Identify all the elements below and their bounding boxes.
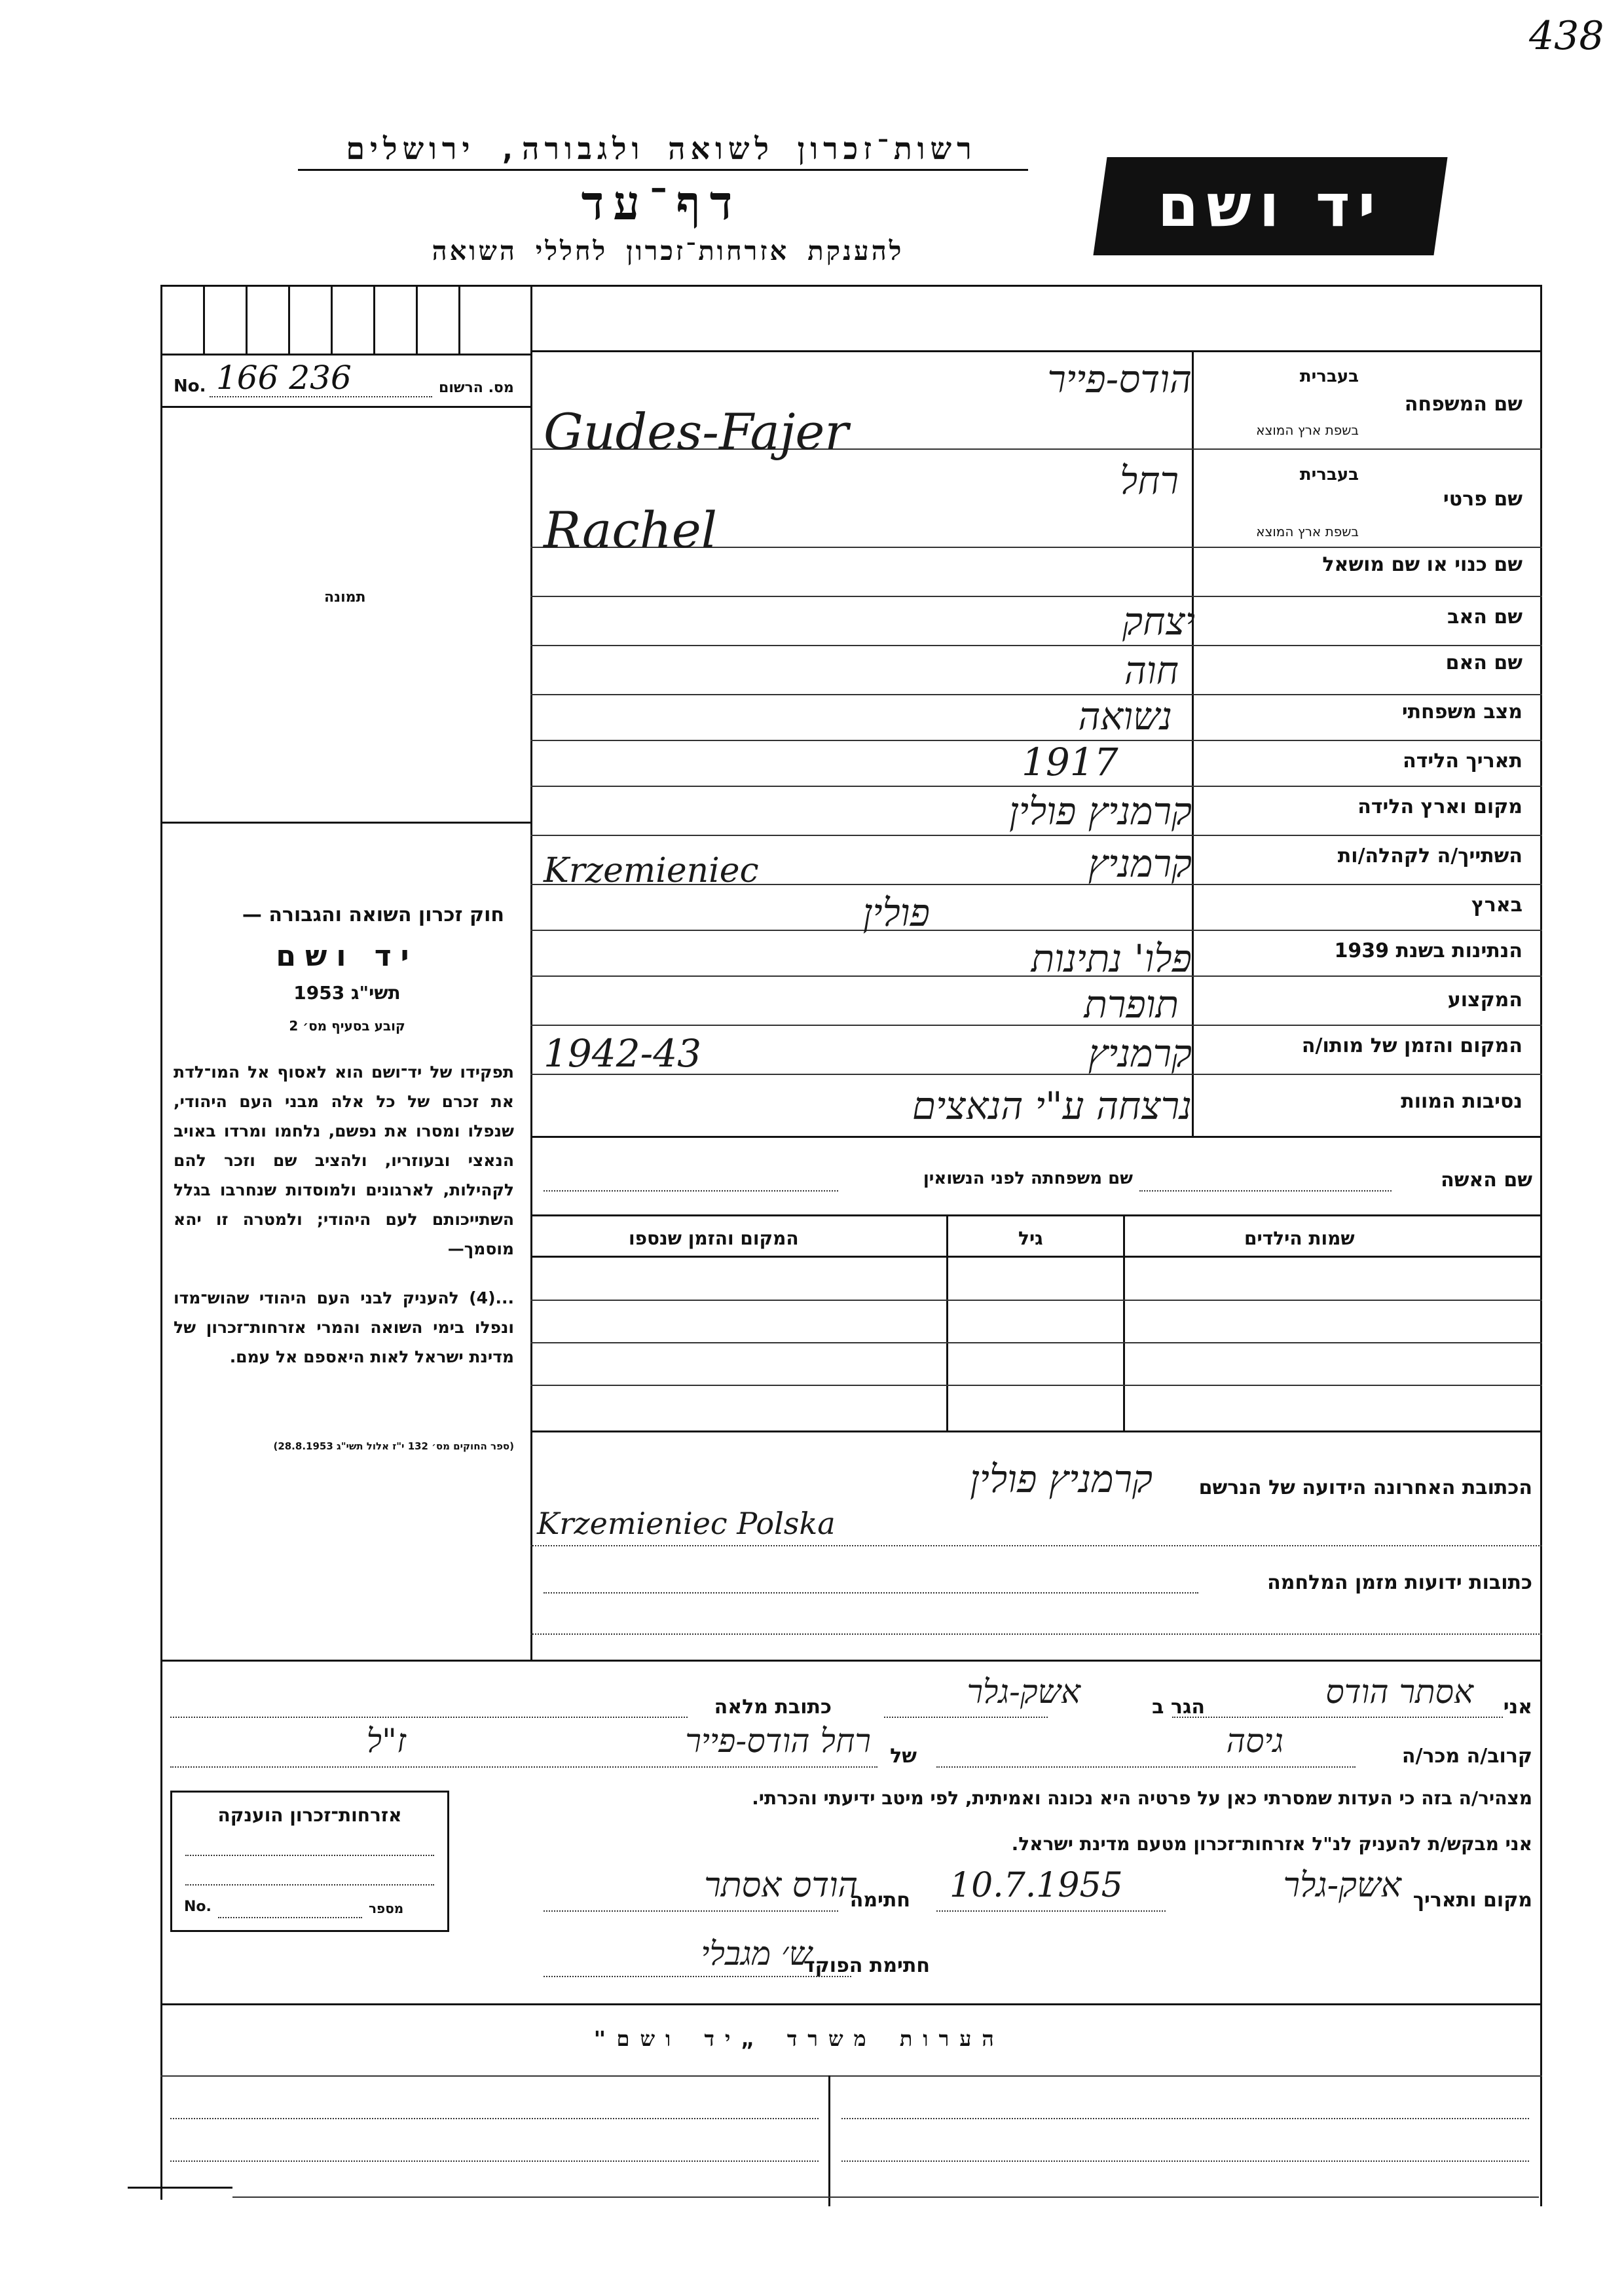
registration-he-label: מס. הרשום [439,380,514,396]
frame-rule-upper [530,350,1542,352]
registration-no-label: No. [174,376,206,396]
office-notes-line [841,2160,1529,2162]
official-signature: ש׳ מגבלי [701,1935,812,1973]
nickname-label: שם כנוי או שם מושאל [1322,553,1522,576]
relation-line [936,1766,1356,1768]
header-underline [298,169,1028,171]
top-box-line [458,285,460,354]
children-header-names: שמות הילדים [1244,1228,1355,1249]
row-rule [530,835,1542,836]
birth-date-label: תאריך הלידה [1403,750,1522,773]
top-box-line [331,285,333,354]
place-date-label: מקום ותאריך [1412,1889,1532,1912]
header-subtitle: להענקת אזרחות־זכרון לחללי השואה [432,236,904,266]
community-latin: Krzemieniec [544,851,759,890]
citizenship-1939-label: הנתינות בשנת 1939 [1334,939,1522,962]
declarant-line [170,1717,688,1718]
section-rule [160,1660,1542,1662]
last-address-hebrew: קרמניץ פולין [970,1457,1153,1501]
law-title: חוק זכרון השואה והגבורה — [242,903,504,926]
signature-label: חתימה [849,1889,910,1912]
frame-left [160,285,162,2200]
wife-maiden-label: שם משפחתה לפני הנשואין [923,1169,1133,1188]
registration-rule [160,406,530,408]
citizenship-box-line [185,1855,434,1856]
registration-number: 166 236 [216,359,352,397]
relative-note: ז"ל [366,1722,406,1760]
marital-value: נשואה [1078,694,1172,738]
request-text: אני מבקש/ת להעניק לנ"ל אזרחות־זכרון מטעם מדינת ישראל. [1011,1833,1532,1855]
children-col-divider [1123,1214,1125,1430]
law-name: יד ושם [276,939,418,973]
children-col-divider [946,1214,948,1430]
country-label: בארץ [1471,894,1522,917]
top-box-line [246,285,248,354]
last-address-latin: Krzemieniec Polska [537,1506,836,1541]
children-header-age: גיל [1018,1228,1043,1249]
office-notes-line [841,2118,1529,2119]
top-box-line [288,285,290,354]
community-label: השתייך/ה לקהלה/ות [1337,845,1522,867]
row-rule [530,645,1542,646]
row-rule [530,1025,1542,1026]
official-signature-label: חתימת הפוקד [803,1954,930,1977]
declaration-text: מצהיר/ה בזה כי העדות שמסרתי כאן על פרטיה היא נכונה ואמיתית, לפי מיטב ידיעתי והכרתי. [752,1787,1532,1809]
date-line [936,1910,1166,1912]
children-row-rule [530,1342,1542,1343]
photo-label: תמונה [324,589,366,606]
family-name-hebrew: הודס-פייר [1047,357,1192,401]
frame-bottom [128,2187,232,2189]
wartime-address-label: כתובות ידועות מזמן המלחמה [1267,1571,1532,1594]
death-date-value: 1942-43 [544,1031,702,1076]
office-notes-line [170,2118,819,2119]
first-name-label: שם פרטי [1443,488,1522,511]
wife-rule [530,1214,1542,1216]
law-text-2: ...(4) להעניק לבני העם היהודי שהוש־מדו ונפלו בימי השואה והמרי אזרחות־זכרון של מדינת ישראל לאות היאספם אל עמם. [174,1288,514,1366]
last-address-label: הכתובת האחרונה הידועה של הנרשם [1198,1476,1532,1499]
family-name-label: שם המשפחה [1404,393,1522,416]
family-name-hebrew-label: בעברית [1299,367,1359,386]
circumstances-label: נסיבות המוות [1401,1090,1522,1113]
relative-name: רחל הודס-פייר [685,1722,871,1760]
label-column-divider [1192,350,1194,1136]
children-row-rule [530,1300,1542,1301]
yad-vashem-logo [1093,157,1447,255]
children-bottom-rule [530,1430,1542,1432]
mother-value: חוה [1124,648,1179,693]
signature-line [544,1910,838,1912]
family-name-origin-label: בשפת ארץ המוצא [1256,422,1359,438]
declarant-name: אסתר הודס [1325,1673,1473,1711]
first-name-hebrew: רחל [1120,458,1179,503]
relation-value: גיסה [1226,1722,1283,1760]
citizenship-box-no-line [218,1917,362,1918]
relation-line [170,1766,877,1768]
frame-divider-left-column [530,285,532,1660]
marital-label: מצב משפחתי [1401,701,1522,723]
row-rule [530,930,1542,931]
wife-label: שם האשה [1441,1169,1532,1192]
header-authority: רשות־זכרון לשואה ולגבורה, ירושלים [346,131,977,166]
children-header-place: המקום והזמן שנספו [629,1228,799,1249]
children-header-rule [530,1256,1542,1258]
row-rule [530,596,1542,597]
citizenship-box-line [185,1884,434,1886]
last-address-dots [530,1545,1542,1546]
citizenship-1939-value: פלו' נתינות [1031,936,1192,981]
law-source: (ספר החוקים מס׳ 132 י"ז אלול תשי"ג 28.8.1953) [273,1440,514,1452]
citizenship-granted-box [170,1791,449,1932]
birth-date-value: 1917 [1022,740,1118,784]
law-clause: קובע בסעיף מס׳ 2 [289,1018,405,1034]
of-label: של [890,1745,917,1768]
office-notes-bottom-line [232,2196,1539,2198]
wartime-address-dots-2 [530,1633,1542,1635]
frame-top [160,285,1542,287]
birth-place-label: מקום וארץ הלידה [1357,795,1522,818]
top-box-line [373,285,375,354]
official-signature-line [544,1976,851,1977]
declarant-full-address-label: כתובת מלאה [714,1696,832,1719]
community-value: קרמניץ [1088,841,1192,886]
citizenship-box-title: אזרחות־זכרון הוענקה [217,1804,402,1826]
children-row-rule [530,1385,1542,1386]
header-title: דף־עד [581,175,742,230]
wartime-address-dots [544,1592,1198,1594]
profession-label: המקצוע [1447,989,1522,1011]
death-place-time-label: המקום והזמן של מותו/ה [1301,1034,1522,1057]
row-rule [530,786,1542,787]
country-value: פולין [862,890,930,935]
declarant-city: אשק-גלר [967,1673,1080,1711]
citizenship-box-he-no-label: מספר [369,1901,404,1916]
birth-place-value: קרמניץ פולין [1009,789,1192,833]
office-notes-divider [828,2075,830,2206]
signature-value: הודס אסתר [704,1866,858,1905]
first-name-hebrew-label: בעברית [1299,465,1359,484]
wife-dots [1139,1190,1392,1192]
declarant-i-label: אני [1503,1696,1532,1719]
family-name-latin: Gudes-Fajer [544,403,849,461]
photo-rule [160,822,530,824]
row-rule [530,1136,1542,1138]
office-notes-line [170,2160,819,2162]
father-label: שם האב [1447,606,1522,629]
mother-label: שם האם [1445,651,1522,674]
page-number: 438 [1529,13,1604,59]
profession-value: תופרת [1084,982,1179,1027]
place-value: אשק-גלר [1283,1866,1401,1905]
father-value: יצחק [1122,599,1195,644]
top-box-line [203,285,205,354]
office-notes-rule [160,2075,1542,2077]
law-text: תפקידו של יד־ושם הוא לאסוף אל המו־לדת את זכרם של כל אלה מבני העם היהודי, שנפלו ומסרו את נפשם, נלחמו ומרדו באויב הנאצי ובעוזריו, ולהציב שם וזכר להם לקהילות, לארגונים ולמוסדות שנחרבו בגלל השתייכותם לעם היהודי; ולמטרה זו יהא מוסמך— [174,1063,514,1258]
first-name-latin: Rachel [544,501,718,559]
citizenship-box-no-label: No. [184,1899,212,1915]
death-place-value: קרמניץ [1088,1031,1192,1076]
logo-text: יד ושם [1157,172,1384,240]
first-name-origin-label: בשפת ארץ המוצא [1256,524,1359,539]
date-value: 10.7.1955 [950,1866,1123,1905]
declarant-line [1172,1717,1503,1718]
law-year: תשי"ג 1953 [293,982,401,1004]
frame-rule-top-column [160,354,530,355]
office-notes-top-rule [160,2003,1542,2005]
declarant-resides-label: הגר ב [1152,1696,1205,1719]
registration-dots [210,396,432,397]
row-rule [530,694,1542,695]
declarant-line [884,1717,1048,1718]
top-box-line [416,285,418,354]
office-notes-label: הערות משרד „יד ושם" [593,2026,1005,2051]
wife-maiden-dots [544,1190,838,1192]
circumstances-value: נרצחה ע"י הנאצים [912,1084,1192,1128]
frame-right [1540,285,1542,2206]
relation-label: קרוב/ה מכר/ה [1401,1745,1532,1768]
